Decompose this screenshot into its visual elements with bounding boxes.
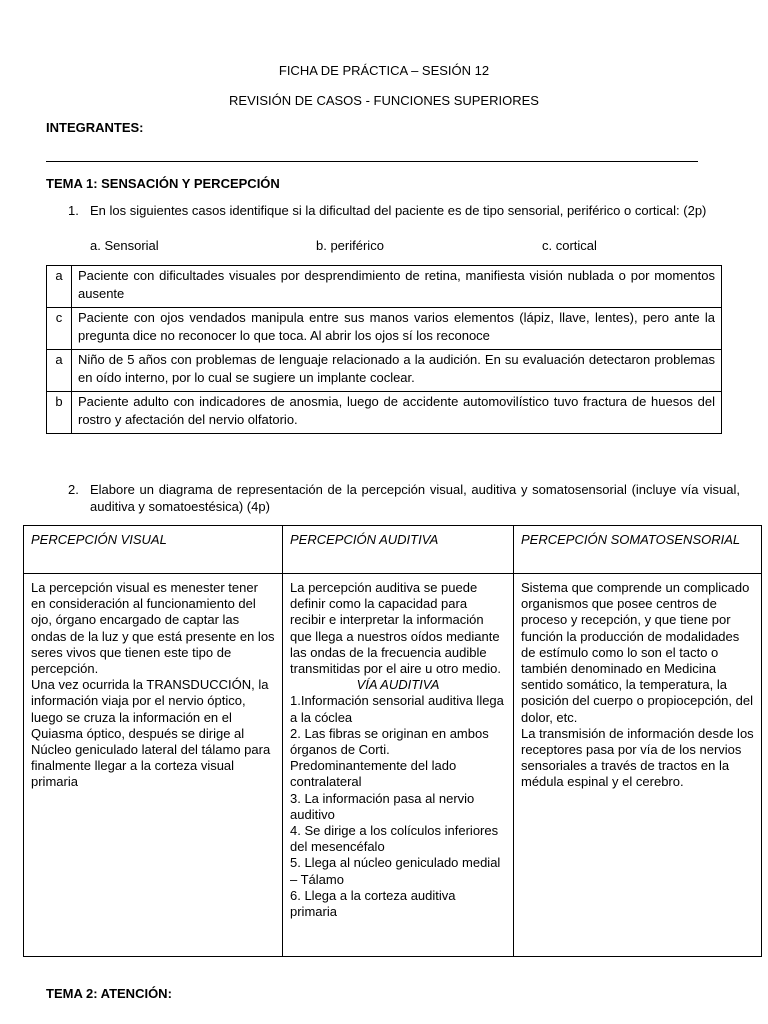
case-text: Paciente con ojos vendados manipula entre sus manos varios elementos (lápiz, llave, lentes), pero ante la pregunta dice no reconocer lo que toca. Al abrir los ojos sí los reconoce xyxy=(72,308,722,350)
table-row xyxy=(47,266,722,308)
case-answer: c xyxy=(47,308,72,350)
case-answer: a xyxy=(47,350,72,392)
table-header-row xyxy=(24,526,762,574)
integrantes-line xyxy=(46,161,698,162)
header-auditiva: PERCEPCIÓN AUDITIVA xyxy=(283,526,514,574)
auditiva-intro: La percepción auditiva se puede definir como la capacidad para recibir e interpretar la información que llega a nuestros oídos mediante las ondas de la frecuencia audible transmitidas por el aire u otro medio. xyxy=(290,580,501,677)
question-2-text: Elabore un diagrama de representación de la percepción visual, auditiva y somatosensorial (incluye vía visual, auditiva y somatoestésica) (4p) xyxy=(90,482,740,514)
table-row xyxy=(24,574,762,957)
case-answer: b xyxy=(47,392,72,434)
case-answer: a xyxy=(47,266,72,308)
tema2-heading: TEMA 2: ATENCIÓN: xyxy=(46,986,172,1001)
document-subtitle: REVISIÓN DE CASOS - FUNCIONES SUPERIORES xyxy=(229,93,539,108)
visual-text: La percepción visual es menester tener en consideración al funcionamiento del ojo, órgano encargado de captar las ondas de la luz y que está presente en los seres vivos que tienen este tipo de percepción. Una vez ocurrida la TRANSDUCCIÓN, la información viaja por el nervio óptico, luego se cruza la información en el Quiasma óptico, después se dirige al Núcleo geniculado lateral del tálamo para finalmente llegar a la corteza visual primaria xyxy=(24,574,283,957)
case-text: Paciente adulto con indicadores de anosmia, luego de accidente automovilístico tuvo fractura de huesos del rostro y afectación del nervio olfatorio. xyxy=(72,392,722,434)
question-1-options xyxy=(90,238,730,254)
table-row xyxy=(47,392,722,434)
header-visual: PERCEPCIÓN VISUAL xyxy=(24,526,283,574)
question-1-text: En los siguientes casos identifique si la dificultad del paciente es de tipo sensorial, periférico o cortical: (2p) xyxy=(90,203,707,218)
option-a: a. Sensorial xyxy=(90,238,159,253)
cases-table xyxy=(46,265,722,434)
question-1-number: 1. xyxy=(68,203,79,218)
perception-table xyxy=(23,525,762,957)
case-text: Paciente con dificultades visuales por desprendimiento de retina, manifiesta visión nublada o por momentos ausente xyxy=(72,266,722,308)
via-auditiva-title: VÍA AUDITIVA xyxy=(356,677,440,693)
tema1-heading: TEMA 1: SENSACIÓN Y PERCEPCIÓN xyxy=(46,176,280,191)
integrantes-label: INTEGRANTES: xyxy=(46,120,144,135)
case-text: Niño de 5 años con problemas de lenguaje relacionado a la audición. En su evaluación detectaron problemas en oído interno, por lo cual se sugiere un implante coclear. xyxy=(72,350,722,392)
via-auditiva-steps: 1.Información sensorial auditiva llega a la cóclea 2. Las fibras se originan en ambos órganos de Corti. Predominantemente del lado contralateral 3. La información pasa al nervio auditivo 4. Se dirige a los colículos inferiores del mesencéfalo 5. Llega al núcleo geniculado medial – Tálamo 6. Llega a la corteza auditiva primaria xyxy=(290,693,504,920)
question-2-number: 2. xyxy=(68,482,79,497)
option-c: c. cortical xyxy=(542,238,597,253)
option-b: b. periférico xyxy=(316,238,384,253)
header-somatosensorial: PERCEPCIÓN SOMATOSENSORIAL xyxy=(514,526,762,574)
somatosensorial-text: Sistema que comprende un complicado organismos que posee centros de proceso y recepción, y que tiene por función la producción de modalidades de estímulo como lo son el tacto o también denominado en Medicina sentido somático, la temperatura, la posición del cuerpo o propiocepción, del dolor, etc. La transmisión de información desde los receptores pasa por vía de los nervios sensoriales a través de tractos en la médula espinal y el cerebro. xyxy=(514,574,762,957)
document-title: FICHA DE PRÁCTICA – SESIÓN 12 xyxy=(278,63,490,78)
table-row xyxy=(47,308,722,350)
auditiva-cell xyxy=(283,574,514,957)
table-row xyxy=(47,350,722,392)
